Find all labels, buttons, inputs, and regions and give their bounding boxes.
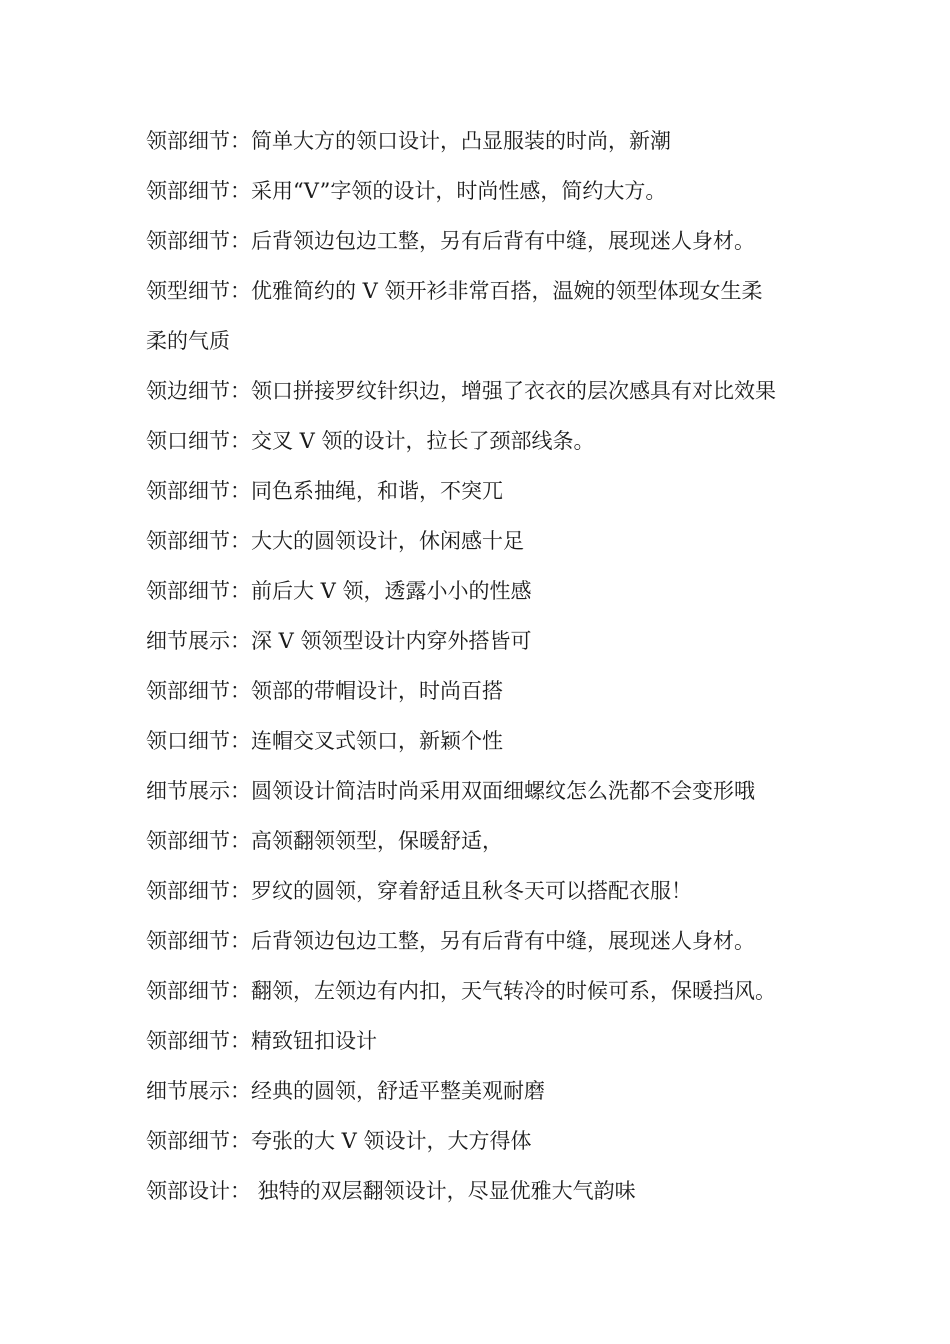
document-body: [146, 116, 816, 1216]
text-line: 领部细节：领部的带帽设计，时尚百搭: [146, 679, 503, 703]
text-line: 领型细节：优雅简约的 V 领开衫非常百搭，温婉的领型体现女生柔: [146, 279, 763, 303]
text-line: 领部细节：夸张的大 V 领设计，大方得体: [146, 1129, 532, 1153]
text-line: 柔的气质: [146, 329, 230, 353]
text-line: 领口细节：交叉 V 领的设计，拉长了颈部线条。: [146, 429, 595, 453]
text-line: 领部细节：后背领边包边工整，另有后背有中缝，展现迷人身材。: [146, 229, 755, 253]
text-line: 细节展示：深 V 领领型设计内穿外搭皆可: [146, 629, 532, 653]
text-line: 领部细节：大大的圆领设计，休闲感十足: [146, 529, 524, 553]
text-line: 领部细节：罗纹的圆领，穿着舒适且秋冬天可以搭配衣服！: [146, 879, 692, 903]
text-line: 领口细节：连帽交叉式领口，新颖个性: [146, 729, 503, 753]
text-line: 领边细节：领口拼接罗纹针织边，增强了衣衣的层次感具有对比效果: [146, 379, 776, 403]
text-line: 领部细节：采用“V”字领的设计，时尚性感，简约大方。: [146, 179, 667, 203]
text-line: 领部细节：翻领，左领边有内扣，天气转冷的时候可系，保暖挡风。: [146, 979, 776, 1003]
text-line: 细节展示：经典的圆领，舒适平整美观耐磨: [146, 1079, 545, 1103]
text-line: 领部细节：高领翻领领型，保暖舒适，: [146, 829, 503, 853]
text-line: 领部设计： 独特的双层翻领设计，尽显优雅大气韵味: [146, 1179, 636, 1203]
text-line: 领部细节：精致钮扣设计: [146, 1029, 377, 1053]
text-line: 领部细节：简单大方的领口设计，凸显服装的时尚，新潮: [146, 129, 671, 153]
text-line: 领部细节：同色系抽绳，和谐，不突兀: [146, 479, 503, 503]
text-line: 领部细节：后背领边包边工整，另有后背有中缝，展现迷人身材。: [146, 929, 755, 953]
text-line: 细节展示：圆领设计简洁时尚采用双面细螺纹怎么洗都不会变形哦: [146, 779, 755, 803]
text-line: 领部细节：前后大 V 领，透露小小的性感: [146, 579, 532, 603]
